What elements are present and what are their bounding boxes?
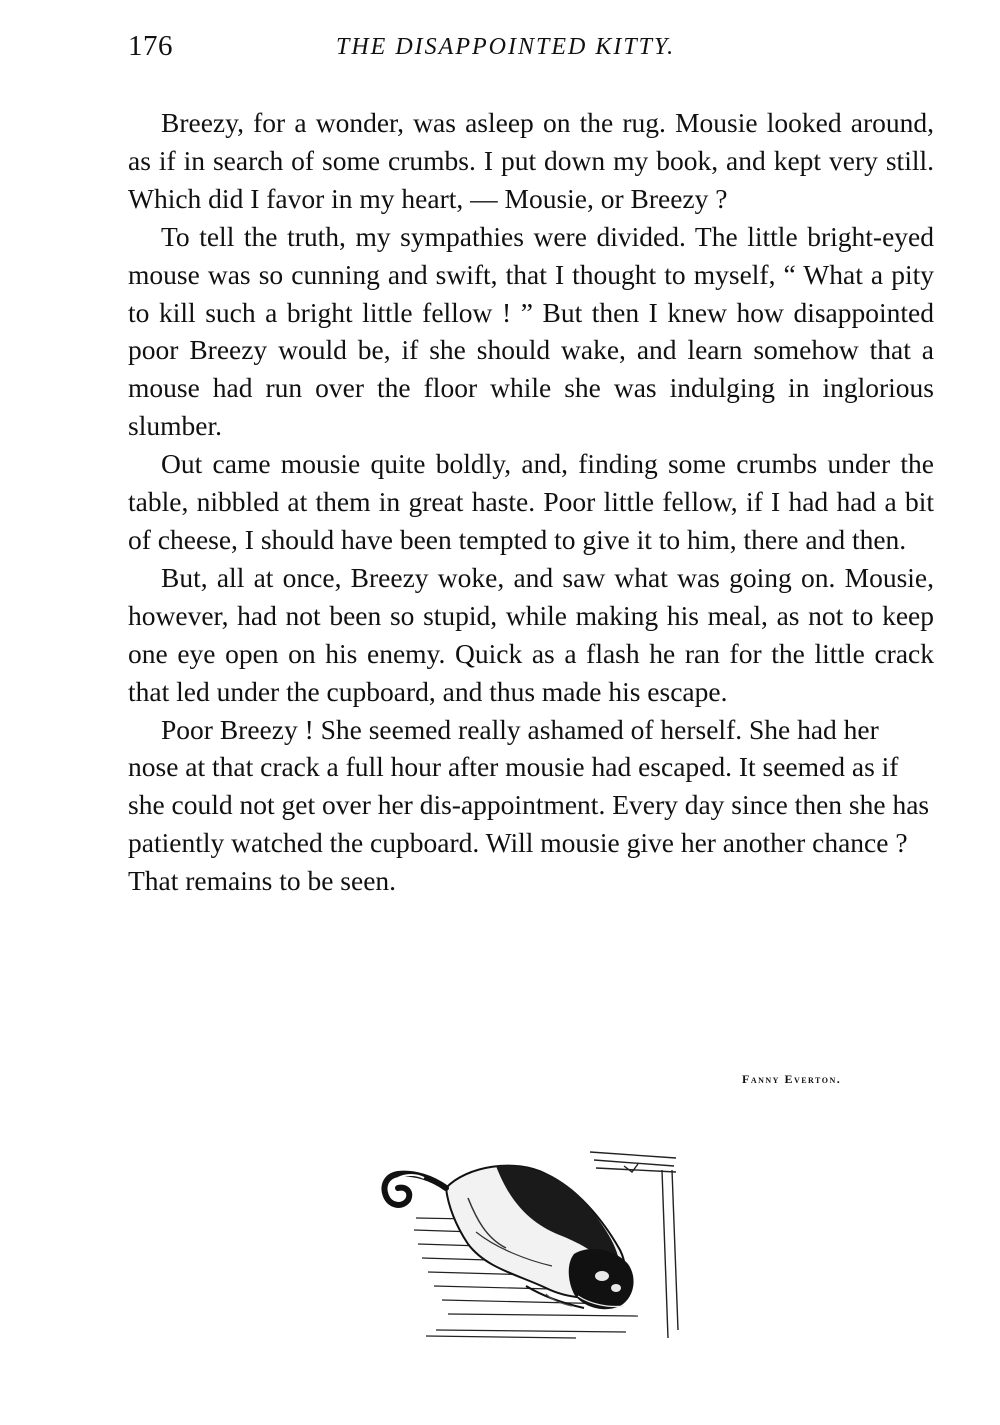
paragraph-1: Breezy, for a wonder, was asleep on the rug. Mousie looked around, as if in search of some crumbs. I put down my book, and kept very still. Which did I favor in my heart, — Mousie, or Breezy ?	[128, 107, 934, 214]
story-text	[128, 104, 934, 900]
author-signature: Fanny Everton.	[742, 1072, 842, 1086]
paragraph-3: Out came mousie quite boldly, and, finding some crumbs under the table, nibbled at them in great haste. Poor little fellow, if I had had a bit of cheese, I should have been tempted to give it to him, there and then.	[128, 448, 934, 555]
paragraph-2: To tell the truth, my sympathies were divided. The little bright-eyed mouse was so cunning and swift, that I thought to myself, “ What a pity to kill such a bright little fellow ! ” But then I knew how disappointed poor Breezy would be, if she should wake, and learn somehow that a mouse had run over the floor while she was indulging in inglorious slumber.	[128, 220, 934, 442]
page-number: 176	[128, 30, 173, 62]
page-header	[128, 30, 934, 70]
paragraph-4: But, all at once, Breezy woke, and saw what was going on. Mousie, however, had not been so stupid, while making his meal, as not to keep one eye open on his enemy. Quick as a flash he ran for the little crack that led under the cupboard, and thus made his escape.	[128, 561, 934, 707]
kitten-engraving	[376, 1148, 688, 1340]
cat-tail	[385, 1174, 447, 1205]
running-title: THE DISAPPOINTED KITTY.	[336, 34, 676, 60]
paragraph-5: Poor Breezy ! She seemed really ashamed of herself. She had her nose at that crack a full hour after mousie had escaped. It seemed as if she could not get over her dis-appointment. Every day since then she has patiently watched the cupboard. Will mousie give her another chance ? That remains to be seen.	[128, 713, 930, 897]
